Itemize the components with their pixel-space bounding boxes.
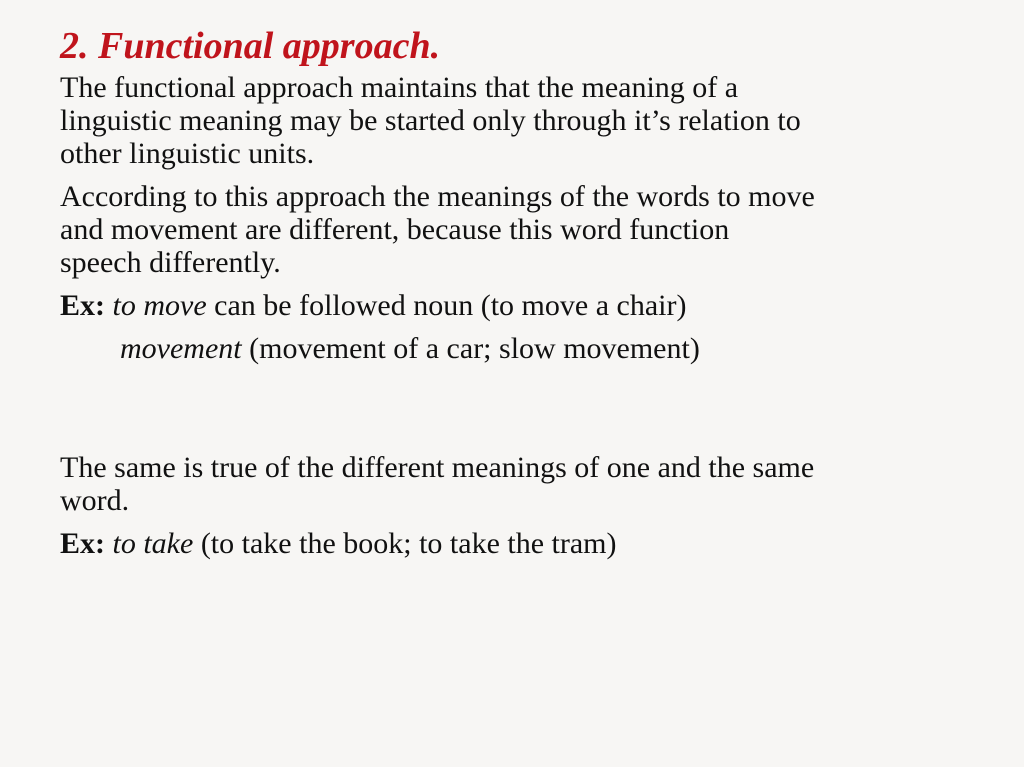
paragraph-line: According to this approach the meanings of the words to move [60,180,815,213]
example-text: (to take the book; to take the tram) [193,527,617,560]
example-movement [120,332,980,365]
slide-heading: 2. Functional approach. [60,25,441,67]
paragraph-functional-approach [60,71,980,170]
example-to-take [60,527,980,560]
example-text: can be followed noun (to move a chair) [206,289,687,322]
example-label: Ex: [60,289,105,322]
example-to-move [60,289,980,322]
example-term: movement [120,332,242,365]
paragraph-same-is-true [60,451,980,517]
paragraph-line: and movement are different, because this word function [60,213,730,246]
paragraph-line: other linguistic units. [60,137,315,170]
paragraph-line: The functional approach maintains that the meaning of a [60,71,739,104]
paragraph-line: linguistic meaning may be started only through it’s relation to [60,104,801,137]
paragraph-line: speech differently. [60,246,281,279]
slide-content [60,25,980,570]
example-label: Ex: [60,527,105,560]
example-term: to take [112,527,194,560]
example-term: to move [112,289,207,322]
example-text: (movement of a car; slow movement) [241,332,700,365]
spacer [60,375,980,451]
paragraph-line: The same is true of the different meanings of one and the same [60,451,815,484]
paragraph-line: word. [60,484,130,517]
paragraph-according [60,180,980,279]
